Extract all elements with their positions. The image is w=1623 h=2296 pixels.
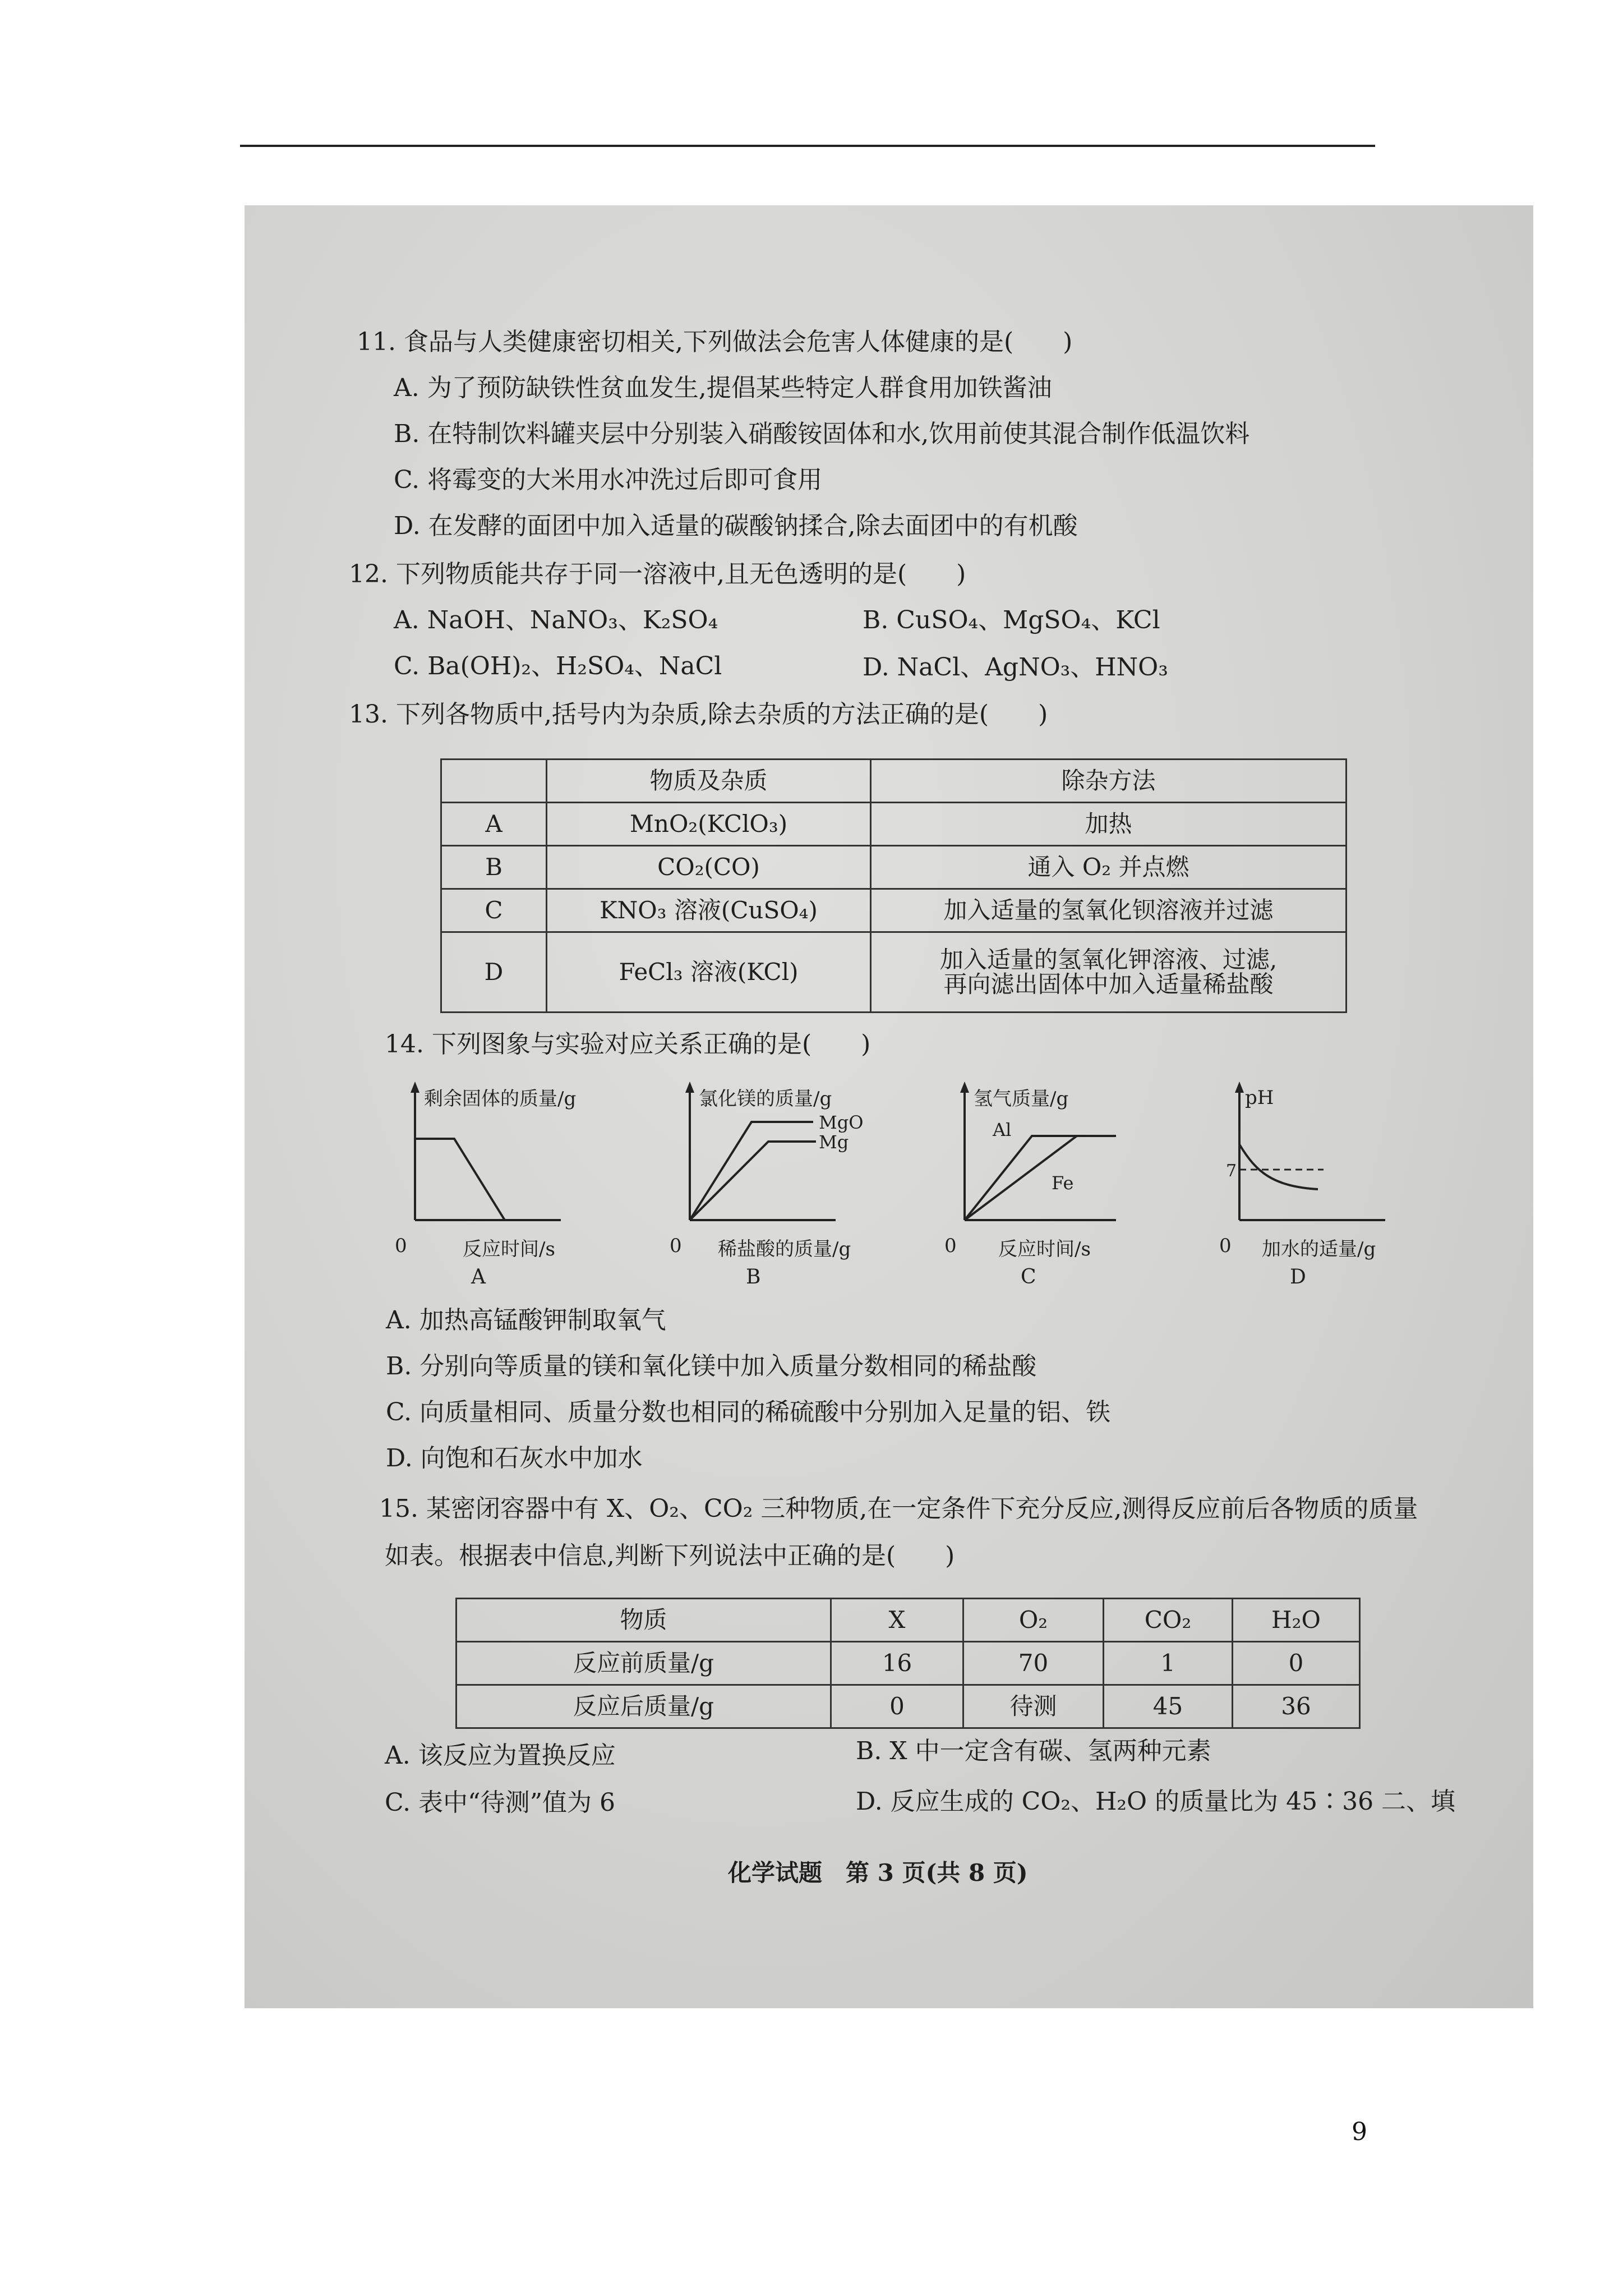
y-axis-arrow-icon	[960, 1082, 969, 1093]
graph-origin: 0	[1219, 1235, 1232, 1257]
q15-table	[455, 1598, 1361, 1729]
q11-option-c: C. 将霉变的大米用水冲洗过后即可食用	[394, 466, 823, 494]
q11-option-d: D. 在发酵的面团中加入适量的碳酸钠揉合,除去面团中的有机酸	[394, 512, 1078, 540]
q13-header-blank	[441, 760, 547, 803]
row-method: 通入 O₂ 并点燃	[871, 846, 1347, 889]
row-label: 反应前质量/g	[457, 1642, 831, 1685]
q14-graph-d	[1217, 1077, 1469, 1318]
graph-xlabel: 稀盐酸的质量/g	[718, 1238, 851, 1260]
curve-label-fe: Fe	[1052, 1172, 1074, 1194]
q14-option-d: D. 向饱和石灰水中加水	[386, 1444, 643, 1473]
page-number: 9	[1352, 2118, 1367, 2146]
row-method: 加热	[871, 803, 1347, 846]
ph-7-label: 7	[1226, 1161, 1237, 1181]
q13-table	[440, 758, 1347, 1013]
table-row	[441, 932, 1347, 1013]
q12-option-c: C. Ba(OH)₂、H₂SO₄、NaCl	[394, 652, 722, 680]
y-axis-arrow-icon	[1235, 1082, 1244, 1093]
row-label: 反应后质量/g	[457, 1685, 831, 1728]
table-row	[441, 803, 1347, 846]
y-axis-arrow-icon	[411, 1082, 419, 1093]
q14-graph-b	[667, 1077, 920, 1318]
q14-stem: 14. 下列图象与实验对应关系正确的是( )	[385, 1030, 871, 1059]
row-label: A	[441, 803, 547, 846]
q14-option-a: A. 加热高锰酸钾制取氧气	[386, 1306, 666, 1335]
graph-letter: B	[746, 1266, 761, 1289]
table-row	[441, 760, 1347, 803]
table-row	[457, 1599, 1360, 1642]
table-row	[441, 846, 1347, 889]
table-row	[457, 1642, 1360, 1685]
page-footer: 化学试题 第 3 页(共 8 页)	[728, 1859, 1028, 1887]
row-value: 待测	[963, 1685, 1104, 1728]
row-value: 36	[1233, 1685, 1360, 1728]
q13-header-method: 除杂方法	[871, 760, 1347, 803]
graph-letter: C	[1021, 1266, 1036, 1289]
q11-option-b: B. 在特制饮料罐夹层中分别装入硝酸铵固体和水,饮用前使其混合制作低温饮料	[394, 420, 1250, 448]
graph-xlabel: 加水的适量/g	[1262, 1238, 1376, 1260]
q14-option-c: C. 向质量相同、质量分数也相同的稀硫酸中分别加入足量的铝、铁	[386, 1398, 1111, 1427]
row-value: 0	[831, 1685, 963, 1728]
curve-mgo	[690, 1122, 813, 1220]
row-method-line1: 加入适量的氢氧化钾溶液、过滤,	[939, 945, 1278, 973]
q15-stem-line1: 15. 某密闭容器中有 X、O₂、CO₂ 三种物质,在一定条件下充分反应,测得反应前后各物质的质量	[379, 1494, 1418, 1523]
curve-label-mgo: MgO	[819, 1112, 864, 1133]
curve-al	[965, 1136, 1116, 1220]
graph-ylabel: 氯化镁的质量/g	[699, 1088, 832, 1110]
graph-ylabel: pH	[1245, 1087, 1274, 1109]
q15-header-co2: CO₂	[1104, 1599, 1233, 1642]
row-method	[871, 932, 1347, 1013]
graph-origin: 0	[944, 1235, 957, 1257]
q11-stem: 11. 食品与人类健康密切相关,下列做法会危害人体健康的是( )	[357, 328, 1073, 356]
q15-option-d: D. 反应生成的 CO₂、H₂O 的质量比为 45∶36 二、填	[856, 1787, 1456, 1816]
q15-header-substance: 物质	[457, 1599, 831, 1642]
q15-header-o2: O₂	[963, 1599, 1104, 1642]
row-value: 16	[831, 1642, 963, 1685]
q12-option-d: D. NaCl、AgNO₃、HNO₃	[863, 653, 1168, 682]
row-label: B	[441, 846, 547, 889]
q13-header-substance: 物质及杂质	[547, 760, 871, 803]
y-axis-arrow-icon	[685, 1082, 694, 1093]
q14-graph-a	[393, 1077, 645, 1318]
q15-stem-line2: 如表。根据表中信息,判断下列说法中正确的是( )	[385, 1542, 955, 1570]
graph-origin: 0	[395, 1235, 407, 1257]
q15-option-c: C. 表中“待测”值为 6	[385, 1788, 616, 1817]
q11-option-a: A. 为了预防缺铁性贫血发生,提倡某些特定人群食用加铁酱油	[394, 374, 1052, 402]
row-value: 1	[1104, 1642, 1233, 1685]
row-value: 70	[963, 1642, 1104, 1685]
table-row	[441, 889, 1347, 932]
graph-ylabel: 剩余固体的质量/g	[424, 1088, 577, 1110]
q14-option-b: B. 分别向等质量的镁和氧化镁中加入质量分数相同的稀盐酸	[386, 1352, 1037, 1381]
curve-mg	[690, 1142, 816, 1220]
row-method-line2: 再向滤出固体中加入适量稀盐酸	[943, 970, 1274, 998]
row-value: 0	[1233, 1642, 1360, 1685]
row-label: D	[441, 932, 547, 1013]
q15-option-b: B. X 中一定含有碳、氢两种元素	[856, 1737, 1211, 1765]
curve-label-al: Al	[993, 1119, 1012, 1140]
graph-xlabel: 反应时间/s	[998, 1238, 1091, 1260]
curve-solid-mass	[415, 1139, 505, 1220]
q15-header-h2o: H₂O	[1233, 1599, 1360, 1642]
row-substance: MnO₂(KClO₃)	[547, 803, 871, 846]
q13-stem: 13. 下列各物质中,括号内为杂质,除去杂质的方法正确的是( )	[349, 700, 1048, 729]
graph-letter: D	[1290, 1266, 1306, 1289]
q12-stem: 12. 下列物质能共存于同一溶液中,且无色透明的是( )	[349, 560, 966, 588]
q14-graph-c	[942, 1077, 1195, 1318]
row-method: 加入适量的氢氧化钡溶液并过滤	[871, 889, 1347, 932]
q12-option-a: A. NaOH、NaNO₃、K₂SO₄	[394, 606, 718, 634]
row-substance: CO₂(CO)	[547, 846, 871, 889]
curve-label-mg: Mg	[819, 1131, 849, 1153]
row-substance: KNO₃ 溶液(CuSO₄)	[547, 889, 871, 932]
q15-header-x: X	[831, 1599, 963, 1642]
row-value: 45	[1104, 1685, 1233, 1728]
graph-xlabel: 反应时间/s	[463, 1238, 555, 1260]
header-rule	[240, 145, 1375, 147]
q12-option-b: B. CuSO₄、MgSO₄、KCl	[863, 606, 1160, 634]
row-label: C	[441, 889, 547, 932]
row-substance: FeCl₃ 溶液(KCl)	[547, 932, 871, 1013]
curve-ph	[1239, 1144, 1318, 1189]
graph-letter: A	[471, 1266, 486, 1289]
table-row	[457, 1685, 1360, 1728]
graph-origin: 0	[670, 1235, 682, 1257]
graph-ylabel: 氢气质量/g	[974, 1088, 1069, 1110]
q15-option-a: A. 该反应为置换反应	[385, 1741, 616, 1770]
